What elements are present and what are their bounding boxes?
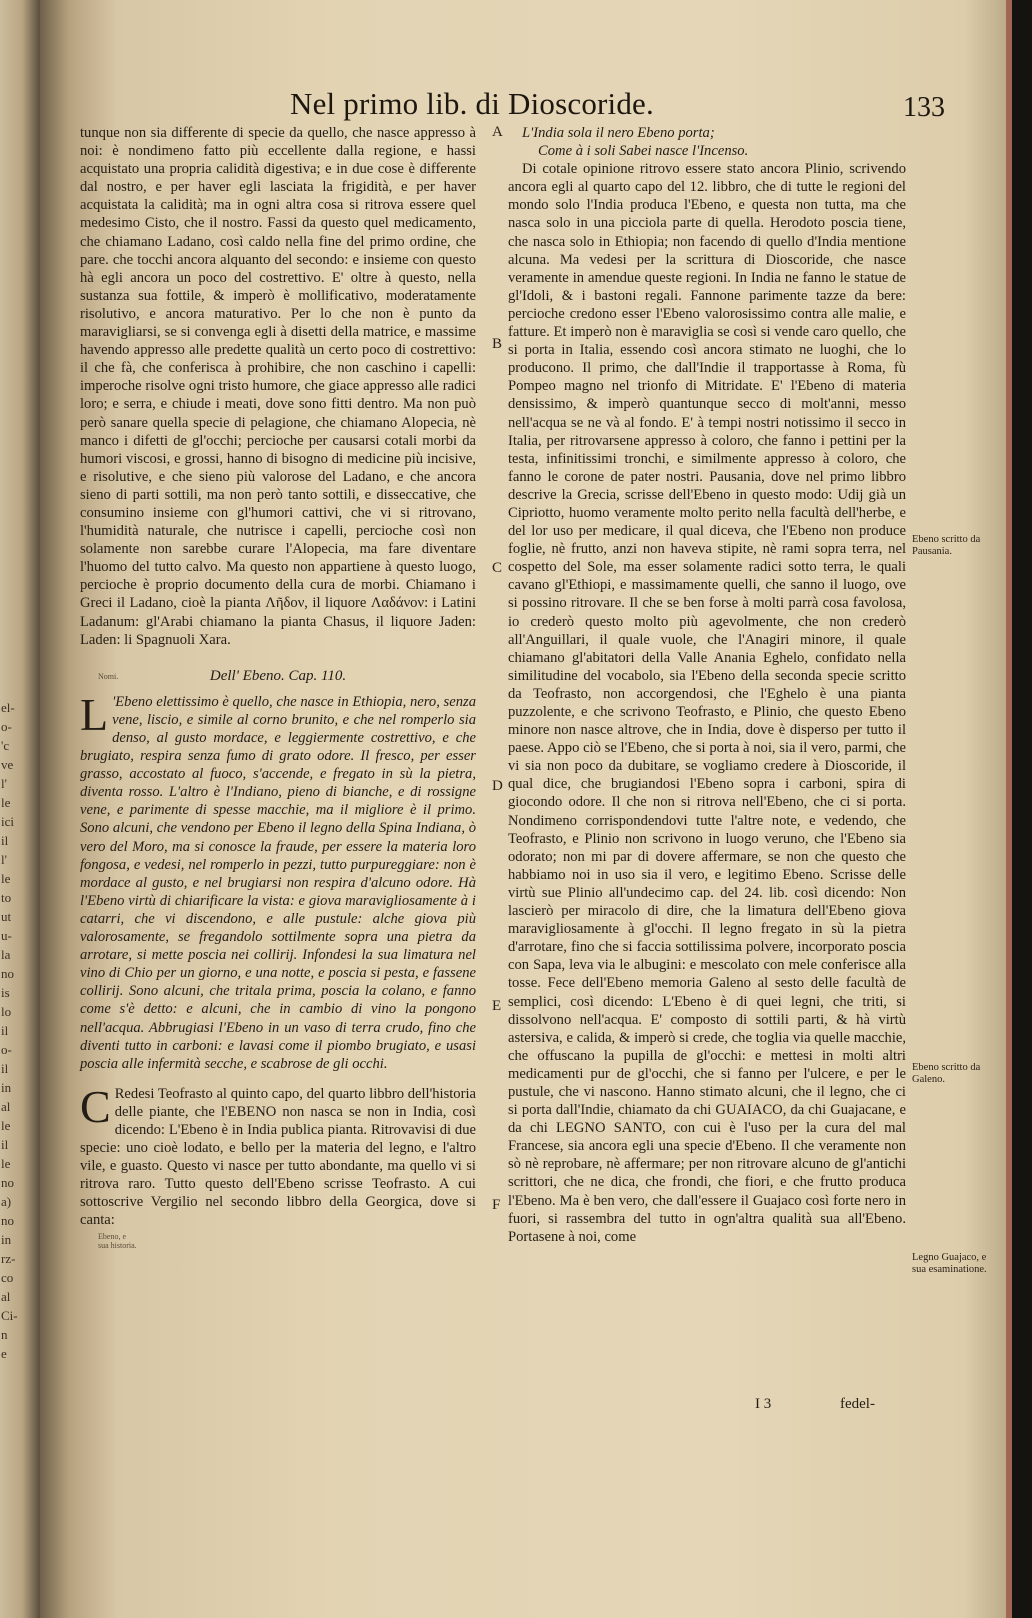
prev-page-fragment: rz- [1,1251,16,1266]
section-letter-c: C [492,560,503,576]
prev-page-fragment: o- [1,1042,12,1057]
prev-page-fragment: el- [1,700,15,715]
sidenote-galeno: Ebeno scritto da Galeno. [912,1062,981,1085]
inner-note-nomi: Nomi. [98,672,119,681]
prev-page-fragment: e [1,1346,7,1361]
drop-cap-l: L [80,688,109,740]
section-letter-b: B [492,336,503,352]
sidenote-guaiaco: Legno Guajaco, e sua esaminatione. [912,1252,987,1275]
chapter-heading: Dell' Ebeno. Cap. 110. [209,667,347,684]
prev-page-fragment: ve [1,757,14,772]
prev-page-fragment: Ci- [1,1308,18,1323]
prev-page-fragment: in [1,1080,12,1095]
prev-page-fragment: a) [1,1194,12,1209]
prev-page-fragment: al [1,1099,11,1114]
prev-page-fragment: to [1,890,12,905]
prev-page-fragment: il [1,1137,9,1152]
page-number: 133 [903,92,945,123]
prev-page-fragment: le [1,1156,11,1171]
running-head: Nel primo lib. di Dioscoride. [290,86,654,121]
virgil-verse-2: Come à i soli Sabei nasce l'Incenso. [538,143,749,160]
right-body-text: Di cotale opinione ritrovo essere stato ancora Plinio, scrivendo ancora egli al quarto capo del 12. libbro, che di tutte le regioni del mondo solo l'India produca l'Ebeno, e questa non tutta, ma che nasca solo in una picciola parte di quella. Herodoto poscia tiene, che nasca solo in Ethiopia; non facendo di quello d'India mentione alcuna. Ma vedesi per la scrittura di Dioscoride, che nasce veramente in amendue queste regioni. In India ne fanno le statue de gl'Idoli, & i bastoni regali. Fannone parimente tazze da bere: percioche credono esser l'Ebeno valorosissimo contra alle malie, e fatture. Et imperò non è maraviglia se così si vende caro quello, che si porta in Italia, essendo così ancora stimato ne luoghi, che lo producono. Il primo, che dall'Indie il trapportasse à Roma, fù Pompeo magno nel trionfo di Mitridate. E' l'Ebeno di materia densissimo, & imperò quantunque secco di molt'anni, messo nell'acqua se ne và al fondo. E' à tempi nostri notissimo il secco in Italia, per ritrovarsene appresso à coloro, che fanno i pettini per la testa, infinitissimi tronchi, e similmente appresso à coloro, che fanno le corone de pater nostri. Pausania, dove nel primo libbro descrive la Grecia, scrisse dell'Ebeno in questo modo: Udij già un Cipriotto, huomo veramente molto perito nella facultà dell'herbe, e del lor uso per medicare, il qual diceva, che l'Ebeno non produce foglie, nè frutto, anzi non haveva stipite, nè rami sopra terra, nel cospetto del Sole, ma esser solamente radici sotto terra, le quali cavano gl'Ethiopi, e massimamente quelli, che sanno il luogo, ove si possino ritrovare. Il che se ben forse à molti parrà cosa favolosa, io crederò questo molto più agevolmente, che non crederò all'Anguillari, il quale vuole, che l'Anagiri minore, il quale chiamano gl'abitatori della Valle Anania Eghelo, confidato nella similitudine del vocabolo, sia l'Ebeno della seconda specie scritto da Teofrasto, non accorgendosi, che l'Eghelo è una pianta puzzolente, e che scrivono Teofrasto, e Plinio, che questo Ebeno minore non nasce altrove, che in India, dove è disperso per tutto il paese. Appo ciò se l'Ebeno, che si porta à noi, sia il vero, parmi, che vi sia non poco da dubitare, se vogliamo credere à Dioscoride, il qual dice, che brugiandosi l'Ebeno sopra i carboni, spira di giocondo odore. Il che non si ritrova nell'Ebeno, che ci si porta. Nondimeno corrispondendovi tutte l'altre note, e vedendo, che Teofrasto, e Plinio non scrivono in luogo veruno, che l'Ebeno sia odorato; non mi par di dovere affermare, se non che questo che habbiamo noi in uso sia il vero, e legitimo Ebeno. Scrisse delle virtù sue Plinio all'undecimo cap. del 24. lib. così dicendo: Non lascierò per miracolo di dire, che la limatura dell'Ebeno giova maravigliosamente à gl'occhi. Il legno fregato in sù la pietra d'arrotare, fino che si faccia sottilissima polvere, incorporato poscia con Sapa, leva via le albugini: e mescolato con mele conferisce alla tosse. Fece dell'Ebeno memoria Galeno al sesto delle facultà de semplici, così dicendo: L'Ebeno è di quei legni, che triti, si dissolvono nell'acqua. E' composto di sottili parti, & hà virtù astersiva, e calida, & imperò si crede, che toglia via quelle macchie, che offuscano la pupilla de gl'occhi: e mettesi in molti altri medicamenti pur de gl'occhi, che si fanno per l'ulcere, e per le pustule, che vi nascono. Hanno stimato alcuni, che il legno, che ci si porta dall'Indie, chiamato da chi GUAIACO, da chi Guajacane, e da chi LEGNO SANTO, con cui è l'uso per la cura del mal Francese, sia ancora egli una specie d'Ebeno. Il che veramente non sò nè reprobare, nè affermare; per non ritrovare alcuno de gl'antichi scrittori, che ne dica, che frondi, che fiori, e che frutto produca l'Ebeno. Ma è ben vero, che dall'essere il Guajaco così forte nero in fuori, si rassembra del tutto in ogn'altra qualità sua all'Ebeno. Portasene à noi, come [508,161,906,1245]
dioscoride-body: 'Ebeno elettissimo è quello, che nasce in Ethiopia, nero, senza vene, liscio, e simile al corno brunito, e che nel romperlo sia denso, al gusto mordace, e leggiermente costrettivo, e che brugiato, respira senza fumo di grato odore. Il fresco, per esser grasso, accostato al fuoco, s'accende, e fregato in sù la pietra, diventa rosso. L'altro è l'Indiano, pieno di bianche, e di rossigne vene, e parimente di spesse macchie, ma il migliore è il primo. Sono alcuni, che vendono per Ebeno il legno della Spina Indiana, ò vero del Moro, ma si conosce la fraude, per essere la materia loro fongosa, e vedesi, nel romperlo in pezzi, tutto purpureggiare: non è mordace al gusto, e nel brugiarsi non respira d'alcuno odore. Hà l'Ebeno virtù di chiarificare la vista: e giova maravigliosamente à i catarri, che vi discendono, e alle pustule: alche giova più valorosamente, se fregandolo sottilmente sopra una pietra da arrotare, si mette poscia nei collirij. Infondesi la sua limatura nel vino di Chio per un giorno, e una notte, e poscia si pesta, e fassene collirij. Sono alcuni, che tritala prima, poscia la colano, e fanno come s'è detto: e alcuni, che in cambio di vino la pongono nell'acqua. Abbrugiasi l'Ebeno in un vaso di terra crudo, fino che diventi tutto in carboni: e lavasi come il piombo brugiato, e usasi poscia alle infermità secche, e scabrose de gli occhi. [80,693,476,1072]
prev-page-fragment: o- [1,719,12,734]
prev-page-fragment: le [1,795,11,810]
right-column [508,124,906,1246]
inner-note-historia: Ebeno, e sua historia. [98,1232,137,1250]
left-column [80,124,476,1230]
prev-page-fragment: il [1,1061,9,1076]
prev-page-fragment: in [1,1232,12,1247]
prev-page-fragment: no [1,1213,14,1228]
prev-page-fragment: n [1,1327,8,1342]
section-letter-d: D [492,778,503,794]
prev-page-fragment: lo [1,1004,12,1019]
dioscoride-text [80,688,476,1073]
prev-page-fragment: l' [1,852,7,867]
sidenote-pausania: Ebeno scritto da Pausania. [912,534,981,557]
prev-page-fragment: le [1,871,11,886]
prev-page-fragment: il [1,833,9,848]
drop-cap-c: C [80,1080,111,1132]
prev-page-fragment: 'c [1,738,10,753]
commentary-paragraph [80,1080,476,1230]
prev-page-fragment: ici [1,814,14,829]
prev-page-fragment: l' [1,776,7,791]
prev-page-fragment: co [1,1270,14,1285]
prev-page-fragment: al [1,1289,11,1304]
catchword: fedel- [840,1396,875,1412]
prev-page-fragment: ut [1,909,12,924]
virgil-verse-1: L'India sola il nero Ebeno porta; [522,125,715,141]
ladano-paragraph: tunque non sia differente di specie da quello, che nasce appresso à noi: è nondimeno fatto più eccellente dalla regione, e hassi acquistato una propria calidità digestiva; e in due cose è differente dal nostro, e per haver egli lasciata la frigidità, e per haver acquistata la calidità; ma in ogni altra cosa si ritrova essere quel medesimo Cisto, che il nostro. Fassi da questo quel medicamento, che chiamano Ladano, così caldo nella fine del primo ordine, che pare. che tocchi ancora alquanto del secondo: e insieme con questo hà egli ancora un poco del costrettivo. E' oltre à questo, nella sustanza sua fottile, & imperò è mollificativo, moderatamente risolutivo, e ancora maturativo. Per lo che non è punto da maravigliarsi, se si convenga egli à disetti della matrice, e massime havendo appresso alle predette qualità un certo poco di costrettivo: il che fà, che conferisca à prohibire, che non caschino i capelli: imperoche risolve ogni tristo humore, che giace appresso alle radici loro; e serra, e chiude i meati, dove sono fitti dentro. Ma non può però sanare quella specie di pelagione, che chiamano Alopecia, nè manco i difetti de gl'occhi; percioche per causarsi cotali morbi da humori viscosi, e grossi, hanno di bisogno di medicine più incisive, e risolutive, e che sieno più valorose del Ladano, e che ancora sieno di parti sottili, ma non però tanto sottili, e disseccative, che consumino insieme con gl'humori cattivi, che vi si ritrovano, l'humidità naturale, che nutrisce i capelli, percioche così non solamente non sarebbe curare l'Alopecia, ma fare diventare l'huomo del tutto calvo. Ma questo non appartiene à questo luogo, percioche è proprio documento della cura de morbi. Chiamano i Greci il Ladano, cioè la pianta Λῆδον, il liquore Λαδάνον: i Latini Ladanum: gl'Arabi chiamano la pianta Chasus, il liquore Jaden: Laden: li Spagnuoli Xara. [80,125,476,648]
section-letter-f: F [492,1197,501,1213]
commentary-body: Redesi Teofrasto al quinto capo, del quarto libbro dell'historia delle piante, che l'EBENO non nasca se non in India, così dicendo: L'Ebeno è in India publica pianta. Ritrovavisi di due specie: uno cioè lodato, e bello per la materia del legno, e l'altro vile, e guasto. Questo vi nasce per tutto abondante, ma quello vi si ritrova raro. Tutto questo dell'Ebeno scrisse Teofrasto. A cui sottoscrive Vergilio nel secondo libbro della Georgica, dove si canta: [80,1085,476,1229]
prev-page-fragment: la [1,947,11,962]
previous-page-edge [0,0,40,1618]
signature-mark: I 3 [755,1396,772,1412]
prev-page-fragment: il [1,1023,9,1038]
prev-page-fragment: no [1,966,14,981]
book-page [40,0,1012,1618]
prev-page-fragment: le [1,1118,11,1133]
prev-page-fragment: u- [1,928,12,943]
section-letter-e: E [492,998,502,1014]
prev-page-fragment: is [1,985,10,1000]
prev-page-fragment: no [1,1175,14,1190]
section-letter-a: A [492,124,503,140]
